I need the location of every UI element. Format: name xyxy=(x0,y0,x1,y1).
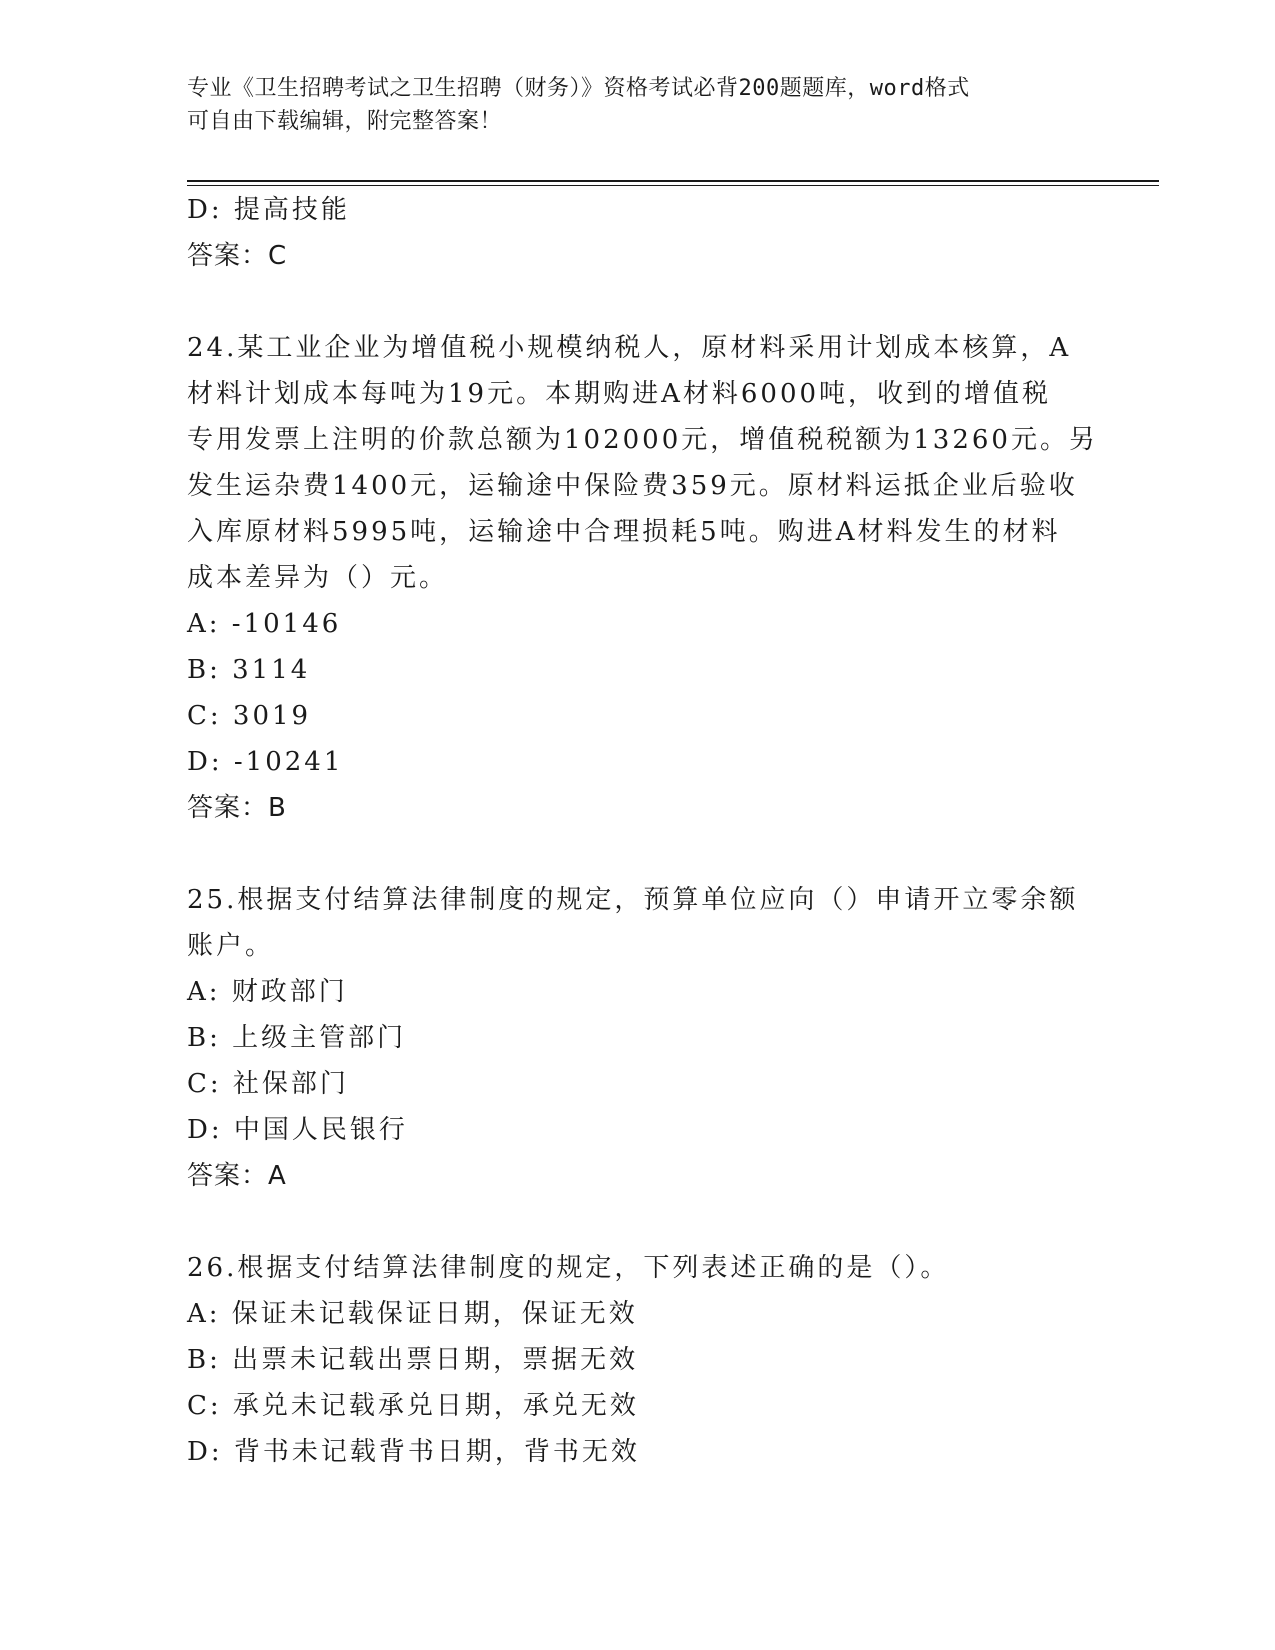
spacer xyxy=(187,279,1087,325)
question-26-option-d: D: 背书未记载背书日期，背书无效 xyxy=(187,1437,640,1467)
spacer xyxy=(187,831,1087,877)
question-25-line-2: 账户。 xyxy=(187,931,275,961)
header-line-2: 可自由下载编辑，附完整答案！ xyxy=(187,109,503,134)
header-divider-thin xyxy=(187,185,1159,186)
question-list xyxy=(187,187,1098,1475)
question-24-line-1: 24.某工业企业为增值税小规模纳税人，原材料采用计划成本核算，A xyxy=(187,333,1072,363)
header-line-1: 专业《卫生招聘考试之卫生招聘（财务）》资格考试必背200题题库，word格式 xyxy=(187,76,970,101)
question-24-line-5: 入库原材料5995吨，运输途中合理损耗5吨。购进A材料发生的材料 xyxy=(187,517,1061,547)
document-header xyxy=(187,72,1067,138)
question-25-option-b: B: 上级主管部门 xyxy=(187,1023,407,1053)
question-24-line-2: 材料计划成本每吨为19元。本期购进A材料6000吨，收到的增值税 xyxy=(187,379,1052,409)
question-26-option-c: C: 承兑未记载承兑日期，承兑无效 xyxy=(187,1391,639,1421)
question-25-option-c: C: 社保部门 xyxy=(187,1069,349,1099)
question-24-line-4: 发生运杂费1400元，运输途中保险费359元。原材料运抵企业后验收 xyxy=(187,471,1078,501)
prev-answer: 答案：C xyxy=(187,241,288,271)
question-24 xyxy=(187,325,1098,601)
question-25 xyxy=(187,877,1087,969)
question-25-option-d: D: 中国人民银行 xyxy=(187,1115,408,1145)
question-24-line-3: 专用发票上注明的价款总额为102000元，增值税税额为13260元。另 xyxy=(187,425,1098,455)
question-26 xyxy=(187,1245,1087,1291)
question-25-line-1: 25.根据支付结算法律制度的规定，预算单位应向（）申请开立零余额 xyxy=(187,885,1079,915)
question-25-answer: 答案：A xyxy=(187,1161,287,1191)
question-26-option-b: B: 出票未记载出票日期，票据无效 xyxy=(187,1345,639,1375)
question-24-line-6: 成本差异为（）元。 xyxy=(187,563,449,593)
header-divider-thick xyxy=(187,180,1159,182)
question-24-option-a: A: -10146 xyxy=(187,609,342,639)
question-24-option-c: C: 3019 xyxy=(187,701,312,731)
spacer xyxy=(187,1199,1087,1245)
question-26-option-a: A: 保证未记载保证日期，保证无效 xyxy=(187,1299,638,1329)
question-24-option-d: D: -10241 xyxy=(187,747,344,777)
question-25-option-a: A: 财政部门 xyxy=(187,977,348,1007)
question-24-option-b: B: 3114 xyxy=(187,655,311,685)
question-24-answer: 答案：B xyxy=(187,793,287,823)
question-26-line-1: 26.根据支付结算法律制度的规定，下列表述正确的是（）。 xyxy=(187,1253,950,1283)
prev-option-d: D: 提高技能 xyxy=(187,195,350,225)
